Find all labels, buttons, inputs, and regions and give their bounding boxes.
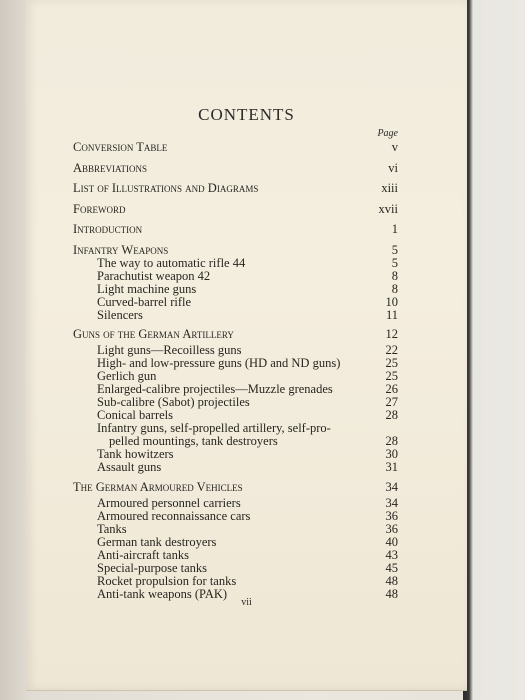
toc-entry-text: The way to automatic rifle 44	[97, 256, 246, 270]
toc-entry-page: 10	[385, 295, 398, 309]
toc-entry	[26, 535, 467, 549]
toc-entry	[26, 447, 467, 461]
toc-entry	[26, 140, 467, 154]
toc-entry-text: Foreword	[73, 202, 126, 216]
toc-entry-page: v	[391, 140, 398, 154]
toc-entry-page: 11	[385, 308, 398, 322]
toc-entry-text: Infantry Weapons	[73, 243, 169, 257]
toc-entry-text: German tank destroyers	[97, 535, 217, 549]
toc-entry-text: Rocket propulsion for tanks	[97, 574, 237, 588]
toc-entry-page: 43	[385, 548, 398, 562]
toc-entry	[26, 282, 467, 296]
toc-entry-text: Tanks	[97, 522, 127, 536]
toc-section-heading	[26, 243, 467, 257]
toc-entry-page: 5	[391, 256, 398, 270]
toc-entry-text: Armoured personnel carriers	[97, 496, 241, 510]
toc-entry-page: 36	[385, 509, 398, 523]
toc-entry-page: 34	[385, 496, 398, 510]
toc-entry	[26, 421, 467, 435]
toc-entry	[26, 202, 467, 216]
toc-entry-text: Armoured reconnaissance cars	[97, 509, 251, 523]
toc-entry-page: 48	[385, 587, 398, 601]
toc-entry-page: 26	[385, 382, 398, 396]
toc-entry-page: 34	[385, 480, 398, 494]
toc-section-heading	[26, 327, 467, 341]
book-cover-edge	[463, 0, 525, 700]
page-column-label: Page	[377, 128, 398, 139]
toc-entry-page: 28	[385, 434, 398, 448]
toc-entry	[26, 522, 467, 536]
toc-entry-page: 25	[385, 356, 398, 370]
toc-entry-page: 1	[391, 222, 398, 236]
toc-entry-continuation	[26, 434, 467, 448]
toc-entry-text: Assault guns	[97, 460, 162, 474]
toc-entry-page: 8	[391, 269, 398, 283]
toc-entry	[26, 574, 467, 588]
toc-entry-page: 27	[385, 395, 398, 409]
toc-entry-text: List of Illustrations and Diagrams	[73, 181, 259, 195]
book-page	[26, 0, 467, 691]
toc-entry-page: 25	[385, 369, 398, 383]
toc-entry	[26, 395, 467, 409]
toc-entry-text: Anti-tank weapons (PAK)	[97, 587, 228, 601]
toc-entry	[26, 460, 467, 474]
toc-entry	[26, 382, 467, 396]
page-number: vii	[241, 597, 252, 608]
toc-entry-text: Anti-aircraft tanks	[97, 548, 189, 562]
toc-entry	[26, 161, 467, 175]
toc-entry	[26, 222, 467, 236]
toc-entry	[26, 408, 467, 422]
toc-entry-text: Abbreviations	[73, 161, 148, 175]
toc-entry-page: xiii	[381, 181, 398, 195]
toc-entry-text: Parachutist weapon 42	[97, 269, 211, 283]
toc-entry	[26, 496, 467, 510]
toc-entry-text: Tank howitzers	[97, 447, 174, 461]
toc-entry-page: vi	[388, 161, 398, 175]
toc-entry	[26, 256, 467, 270]
toc-entry-page: 28	[385, 408, 398, 422]
toc-entry	[26, 295, 467, 309]
toc-entry	[26, 369, 467, 383]
toc-entry	[26, 269, 467, 283]
toc-entry-text: Conversion Table	[73, 140, 168, 154]
toc-entry-page: 40	[385, 535, 398, 549]
toc-entry-text: Enlarged-calibre projectiles—Muzzle grenades	[97, 382, 333, 396]
toc-entry-text: pelled mountings, tank destroyers	[109, 434, 278, 448]
toc-entry-text: The German Armoured Vehicles	[73, 480, 243, 494]
toc-entry-page: 31	[385, 460, 398, 474]
toc-entry	[26, 181, 467, 195]
toc-entry	[26, 548, 467, 562]
toc-entry-text: High- and low-pressure guns (HD and ND guns)	[97, 356, 341, 370]
toc-entry-page: 45	[385, 561, 398, 575]
toc-entry-page: xvii	[378, 202, 398, 216]
toc-entry-page: 36	[385, 522, 398, 536]
toc-entry-text: Light guns—Recoilless guns	[97, 343, 242, 357]
toc-entry	[26, 343, 467, 357]
toc-entry-page: 12	[385, 327, 398, 341]
contents-title: CONTENTS	[198, 105, 295, 124]
toc-entry	[26, 509, 467, 523]
toc-entry-text: Conical barrels	[97, 408, 174, 422]
toc-entry-page: 48	[385, 574, 398, 588]
toc-entry-text: Special-purpose tanks	[97, 561, 208, 575]
toc-entry-text: Sub-calibre (Sabot) projectiles	[97, 395, 250, 409]
toc-entry-page: 5	[391, 243, 398, 257]
toc-entry-text: Infantry guns, self-propelled artillery, self-pro-	[97, 421, 331, 435]
toc-entry	[26, 308, 467, 322]
toc-entry-text: Gerlich gun	[97, 369, 157, 383]
toc-entry-text: Guns of the German Artillery	[73, 327, 234, 341]
toc-entry-text: Light machine guns	[97, 282, 197, 296]
toc-section-heading	[26, 480, 467, 494]
toc-entry-text: Curved-barrel rifle	[97, 295, 192, 309]
toc-entry-page: 22	[385, 343, 398, 357]
toc-entry-text: Silencers	[97, 308, 143, 322]
toc-entry-text: Introduction	[73, 222, 143, 236]
toc-entry-page: 30	[385, 447, 398, 461]
toc-entry	[26, 561, 467, 575]
toc-entry	[26, 356, 467, 370]
table-of-contents	[26, 0, 467, 690]
toc-entry-page: 8	[391, 282, 398, 296]
